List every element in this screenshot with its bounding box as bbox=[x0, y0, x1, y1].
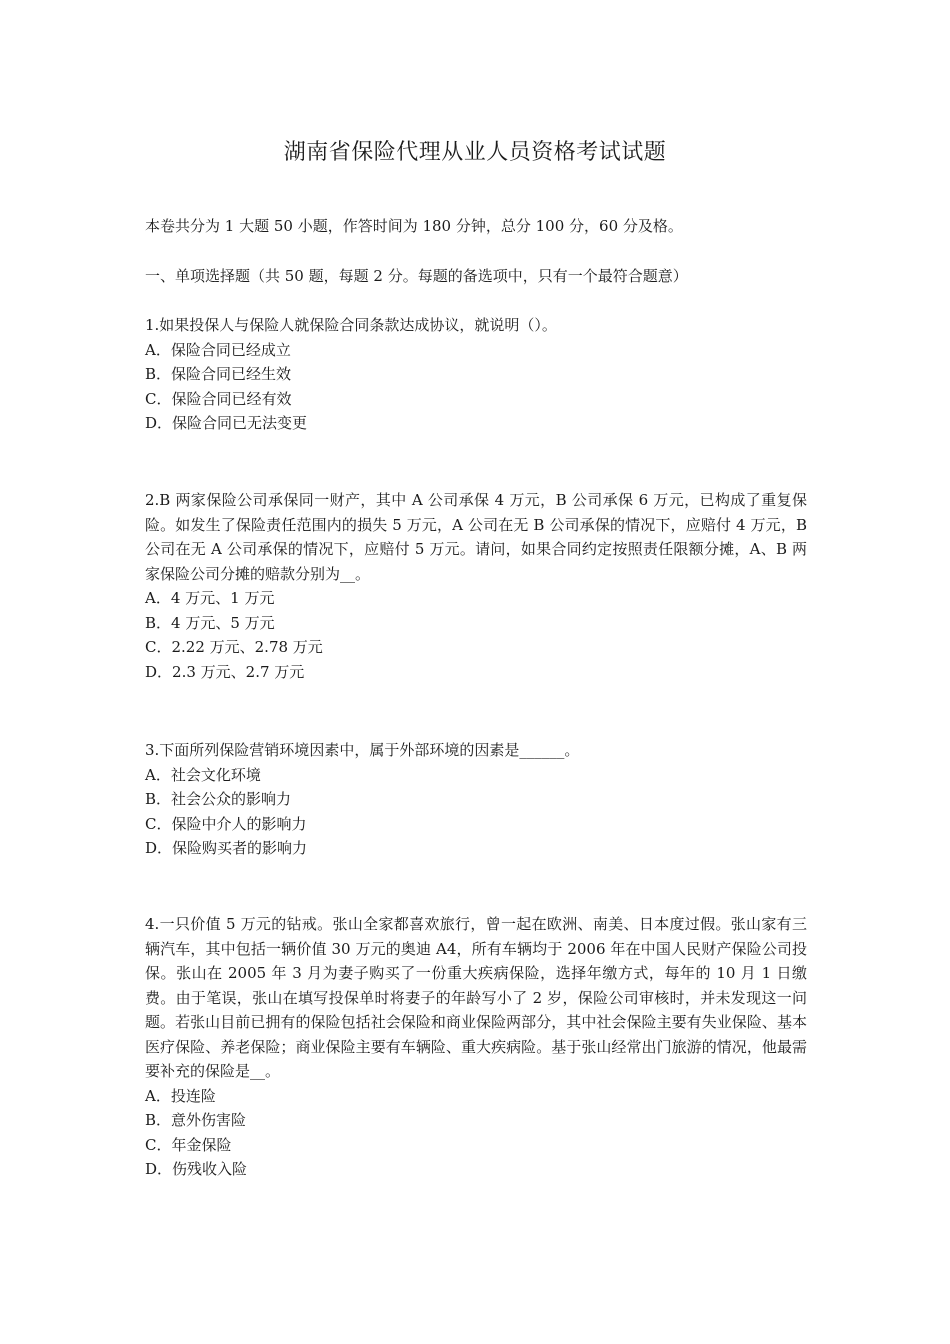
option-b: B．意外伤害险 bbox=[145, 1111, 247, 1129]
option-d: D．伤残收入险 bbox=[145, 1160, 248, 1178]
option-c: C．保险中介人的影响力 bbox=[145, 814, 307, 833]
question-stem: 1.如果投保人与保险人就保险合同条款达成协议，就说明（）。 bbox=[145, 316, 557, 334]
option-d: D．2.3 万元、2.7 万元 bbox=[145, 662, 305, 681]
question-4 bbox=[145, 912, 807, 1182]
option-a: A．4 万元、1 万元 bbox=[145, 589, 275, 607]
option-c: C．年金保险 bbox=[145, 1135, 232, 1154]
option-b: B．4 万元、5 万元 bbox=[145, 613, 275, 632]
question-stem: 2.B 两家保险公司承保同一财产，其中 A 公司承保 4 万元，B 公司承保 6 万元，已构成了重复保险。如发生了保险责任范围内的损失 5 万元，A 公司在无 B 公司承保的情况下，应赔付 4 万元，B 公司在无 A 公司承保的情况下，应赔付 5 万元。请问，如果合同约定按照责任限额分摊，A、B 两家保险公司分摊的赔款分别为__。 bbox=[145, 491, 807, 583]
option-a: A．社会文化环境 bbox=[145, 765, 261, 784]
option-a: A．保险合同已经成立 bbox=[145, 340, 291, 359]
question-3 bbox=[145, 738, 807, 861]
option-b: B．社会公众的影响力 bbox=[145, 790, 292, 808]
question-1 bbox=[145, 313, 807, 436]
option-b: B．保险合同已经生效 bbox=[145, 365, 292, 383]
section-heading: 一、单项选择题（共 50 题，每题 2 分。每题的备选项中，只有一个最符合题意） bbox=[145, 267, 688, 285]
option-d: D．保险购买者的影响力 bbox=[145, 839, 308, 857]
question-stem: 3.下面所列保险营销环境因素中，属于外部环境的因素是______。 bbox=[145, 741, 580, 759]
exam-intro: 本卷共分为 1 大题 50 小题，作答时间为 180 分钟，总分 100 分，60 分及格。 bbox=[145, 217, 683, 235]
option-c: C．保险合同已经有效 bbox=[145, 389, 292, 408]
page-title: 湖南省保险代理从业人员资格考试试题 bbox=[283, 140, 667, 165]
option-a: A．投连险 bbox=[145, 1086, 216, 1105]
option-c: C．2.22 万元、2.78 万元 bbox=[145, 638, 323, 656]
question-2 bbox=[145, 488, 807, 684]
question-stem: 4.一只价值 5 万元的钻戒。张山全家都喜欢旅行，曾一起在欧洲、南美、日本度过假。张山家有三辆汽车，其中包括一辆价值 30 万元的奥迪 A4，所有车辆均于 2006 年在中国人民财产保险公司投保。张山在 2005 年 3 月为妻子购买了一份重大疾病保险，选择年缴方式，每年的 10 月 1 日缴费。由于笔误，张山在填写投保单时将妻子的年龄写小了 2 岁，保险公司审核时，并未发现这一问题。若张山目前已拥有的保险包括社会保险和商业保险两部分，其中社会保险主要有失业保险、基本医疗保险、养老保险；商业保险主要有车辆险、重大疾病险。基于张山经常出门旅游的情况，他最需要补充的保险是__。 bbox=[145, 915, 807, 1080]
option-d: D．保险合同已无法变更 bbox=[145, 414, 308, 432]
